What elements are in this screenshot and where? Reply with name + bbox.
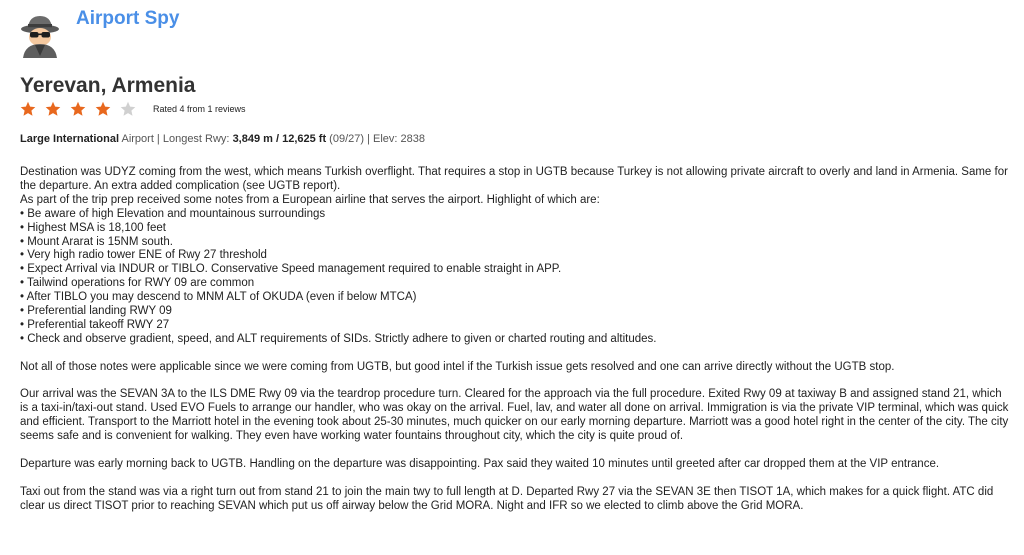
note-item: • Expect Arrival via INDUR or TIBLO. Conservative Speed management required to enable straight in APP. (20, 263, 562, 276)
star-icon-2[interactable] (45, 101, 61, 117)
notes-list (20, 208, 1010, 347)
note-item: • Be aware of high Elevation and mountainous surroundings (20, 207, 326, 220)
star-rating (20, 101, 246, 117)
rating-text: Rated 4 from 1 reviews (153, 104, 246, 114)
review-paragraph: Our arrival was the SEVAN 3A to the ILS DME Rwy 09 via the teardrop procedure turn. Cleared for the approach via the full procedure. Exited Rwy 09 at taxiway B and assigned stand 21, which is a taxi-in/taxi-out stand. Used EVO Fuels to arrange our handler, who was okay on the arrival. Fuel, lav, and water all done on arrival. Immigration is via the private VIP terminal, which was quick and efficient. Transport to the Marriott hotel in the evening took about 25-30 minutes, much quicker on our early morning departure. Marriott was a good hotel right in the center of the city. The city seems safe and is convenient for walking. They even have working water fountains throughout city, which the city is quite proud of. (20, 388, 1009, 443)
note-item: • Preferential takeoff RWY 27 (20, 318, 170, 331)
note-item: • Mount Ararat is 15NM south. (20, 235, 173, 248)
star-icon-1[interactable] (20, 101, 36, 117)
review-paragraph: Taxi out from the stand was via a right turn out from stand 21 to join the main twy to full length at D. Departed Rwy 27 via the SEVAN 3E then TISOT 1A, which makes for a quick flight. ATC did clear us direct TISOT prior to reaching SEVAN which put us off airway below the Grid MORA. Night and IFR so we elected to climb above the Grid MORA. (20, 485, 994, 512)
brand-name[interactable]: Airport Spy (76, 8, 180, 29)
airport-title: Yerevan, Armenia (20, 74, 196, 97)
longest-runway: 3,849 m / 12,625 ft (232, 133, 327, 145)
review-paragraph: Departure was early morning back to UGTB. Handling on the departure was disappointing. Pax said they waited 10 minutes until greeted after car dropped them at the VIP entrance. (20, 457, 940, 470)
star-icon-4[interactable] (95, 101, 111, 117)
note-item: • Very high radio tower ENE of Rwy 27 threshold (20, 249, 267, 262)
brand-header (17, 12, 63, 60)
airport-type-rest: Airport | Longest Rwy: (119, 133, 233, 145)
note-item: • Check and observe gradient, speed, and ALT requirements of SIDs. Strictly adhere to given or charted routing and altitudes. (20, 332, 657, 345)
review-paragraph: Not all of those notes were applicable since we were coming from UGTB, but good intel if the Turkish issue gets resolved and one can arrive directly without the UGTB stop. (20, 360, 895, 373)
star-icon-5[interactable] (120, 101, 136, 117)
note-item: • After TIBLO you may descend to MNM ALT of OKUDA (even if below MTCA) (20, 291, 417, 304)
spy-agent-icon[interactable] (17, 12, 63, 58)
review-intro: Destination was UDYZ coming from the west, which means Turkish overflight. That requires a stop in UGTB because Turkey is not allowing private aircraft to overly and land in Armenia. Same for the departure. An extra added complication (see UGTB report). (20, 166, 1008, 192)
star-icon-3[interactable] (70, 101, 86, 117)
note-item: • Preferential landing RWY 09 (20, 305, 172, 318)
airport-type: Large International (20, 133, 120, 145)
note-item: • Highest MSA is 18,100 feet (20, 221, 166, 234)
notes-intro: As part of the trip prep received some notes from a European airline that serves the airport. Highlight of which are: (20, 193, 600, 206)
note-item: • Tailwind operations for RWY 09 are common (20, 277, 255, 290)
review-body (20, 166, 1010, 527)
runway-elevation: (09/27) | Elev: 2838 (326, 133, 425, 145)
airport-summary (20, 133, 425, 145)
